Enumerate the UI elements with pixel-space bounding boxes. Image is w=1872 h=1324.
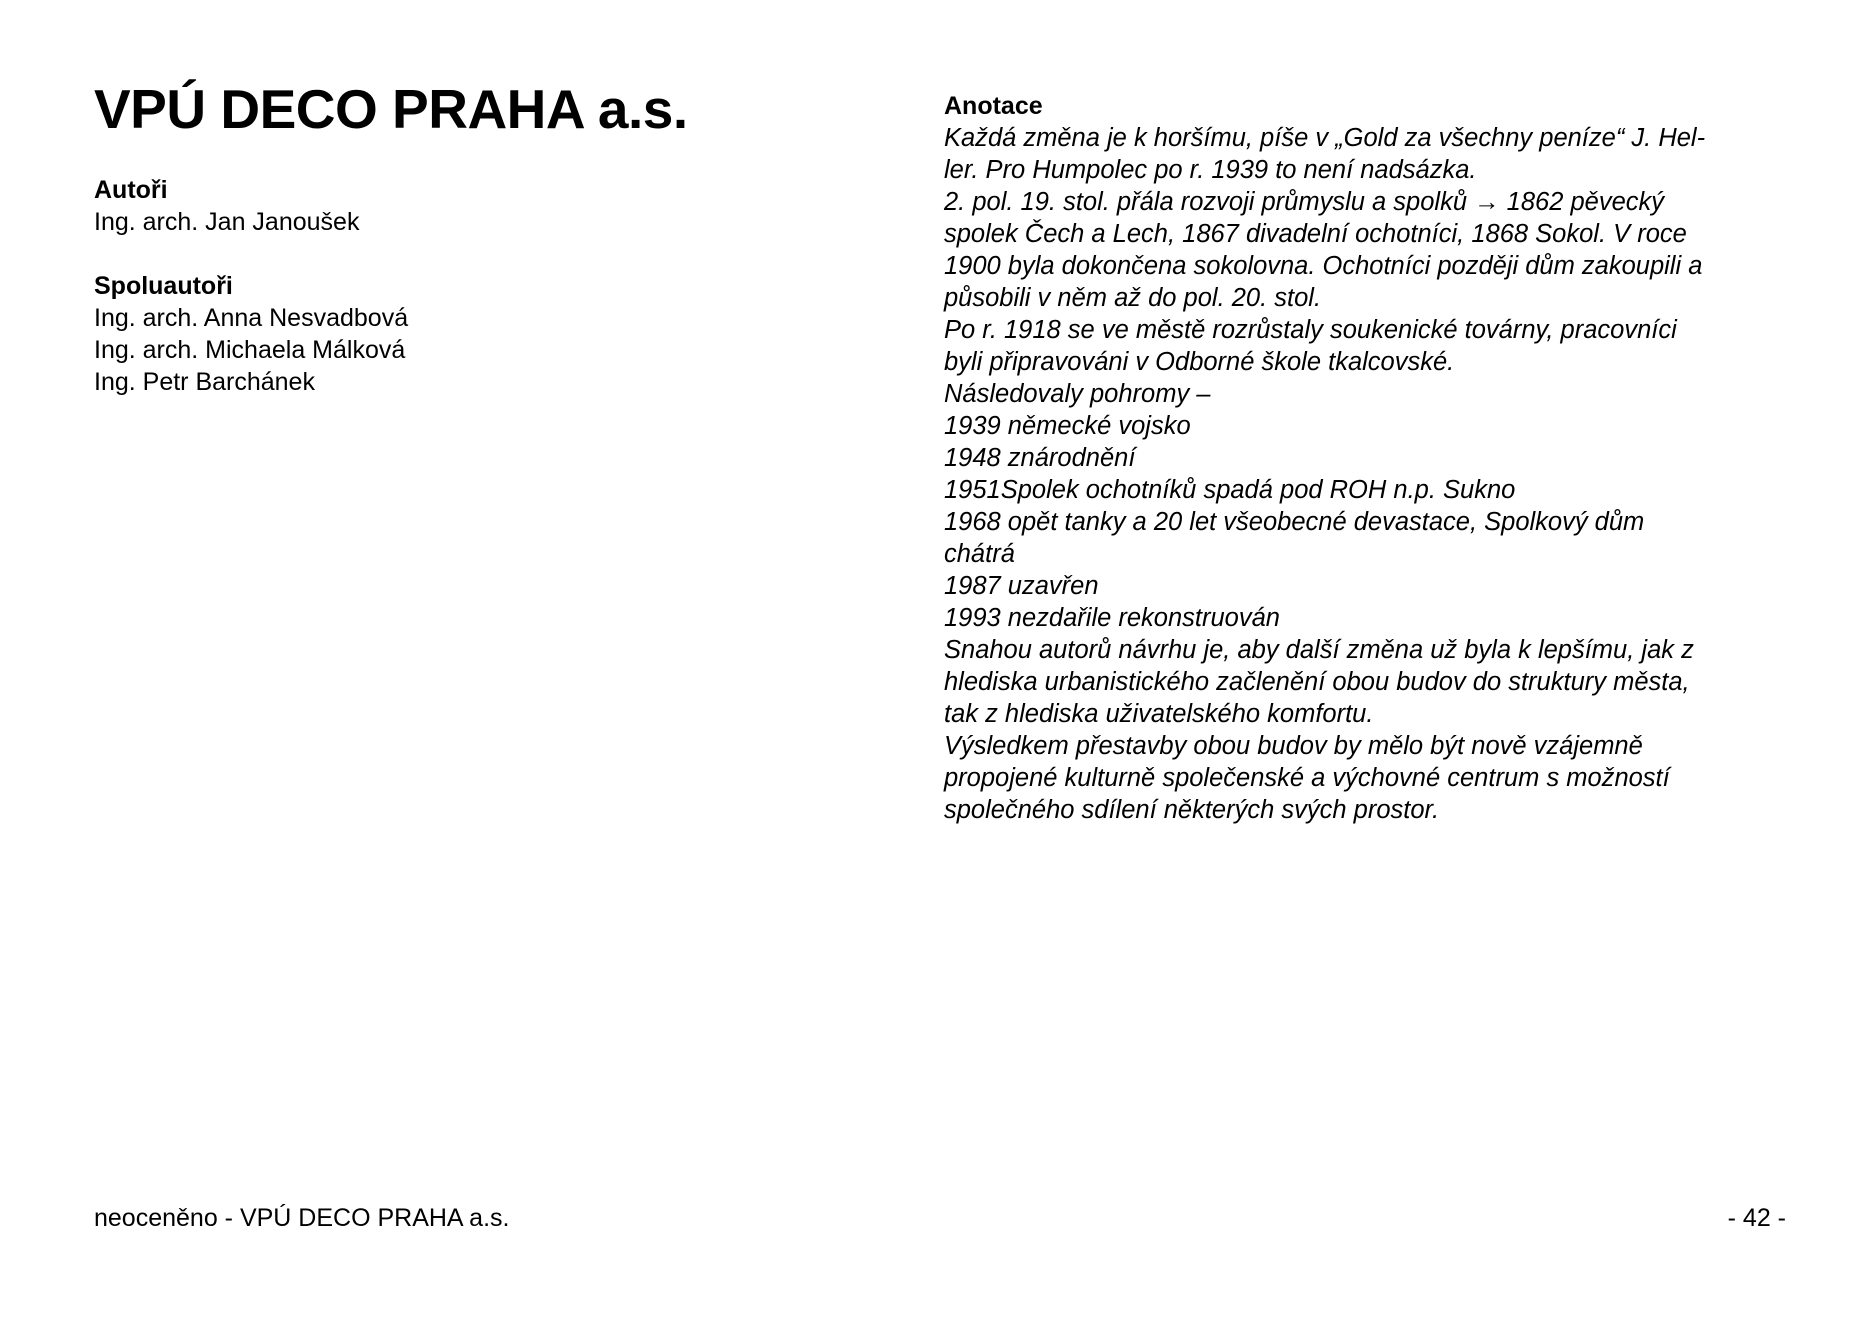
annotation-line: Každá změna je k horšímu, píše v „Gold za všechny peníze“ J. Hel- xyxy=(944,124,1706,152)
coauthor-name: Ing. arch. Anna Nesvadbová xyxy=(94,304,409,332)
annotation-line: ler. Pro Humpolec po r. 1939 to není nadsázka. xyxy=(944,156,1477,184)
coauthor-name: Ing. Petr Barchánek xyxy=(94,368,315,396)
authors-label: Autoři xyxy=(94,176,168,204)
annotation-line: byli připravováni v Odborné škole tkalcovské. xyxy=(944,348,1455,376)
annotation-line: Po r. 1918 se ve městě rozrůstaly soukenické továrny, pracovníci xyxy=(944,316,1677,344)
annotation-line: společného sdílení některých svých prostor. xyxy=(944,796,1440,824)
coauthors-block xyxy=(94,270,854,398)
annotation-line: 1968 opět tanky a 20 let všeobecné devastace, Spolkový dům xyxy=(944,508,1645,536)
annotation-line: Následovaly pohromy – xyxy=(944,380,1211,408)
annotation-line: chátrá xyxy=(944,540,1015,568)
annotation-line: hlediska urbanistického začlenění obou budov do struktury města, xyxy=(944,668,1690,696)
annotation-line: 2. pol. 19. stol. přála rozvoji průmyslu a spolků → 1862 pěvecký xyxy=(944,188,1665,216)
author-name: Ing. arch. Jan Janoušek xyxy=(94,208,360,236)
annotation-line: 1993 nezdařile rekonstruován xyxy=(944,604,1280,632)
annotation-line: působili v něm až do pol. 20. stol. xyxy=(944,284,1322,312)
annotation-line: Výsledkem přestavby obou budov by mělo být nově vzájemně xyxy=(944,732,1643,760)
annotation-line: 1939 německé vojsko xyxy=(944,412,1191,440)
annotation-line: 1948 znárodnění xyxy=(944,444,1136,472)
annotation-line: spolek Čech a Lech, 1867 divadelní ochotníci, 1868 Sokol. V roce xyxy=(944,220,1687,248)
page-number: - 42 - xyxy=(1727,1204,1786,1232)
coauthors-label: Spoluautoři xyxy=(94,272,233,300)
annotation-line: tak z hlediska uživatelského komfortu. xyxy=(944,700,1374,728)
footer-caption: neoceněno - VPÚ DECO PRAHA a.s. xyxy=(94,1204,510,1232)
page-title: VPÚ DECO PRAHA a.s. xyxy=(94,78,688,140)
coauthor-name: Ing. arch. Michaela Málková xyxy=(94,336,406,364)
annotation-label: Anotace xyxy=(944,92,1043,120)
annotation-line: Snahou autorů návrhu je, aby další změna už byla k lepšímu, jak z xyxy=(944,636,1694,664)
annotation-line: 1951Spolek ochotníků spadá pod ROH n.p. Sukno xyxy=(944,476,1516,504)
annotation-line: propojené kulturně společenské a výchovné centrum s možností xyxy=(944,764,1670,792)
annotation-line: 1900 byla dokončena sokolovna. Ochotníci později dům zakoupili a xyxy=(944,252,1703,280)
credits-section xyxy=(94,174,854,430)
authors-block xyxy=(94,174,854,238)
annotation-section xyxy=(944,90,1794,826)
annotation-line: 1987 uzavřen xyxy=(944,572,1099,600)
